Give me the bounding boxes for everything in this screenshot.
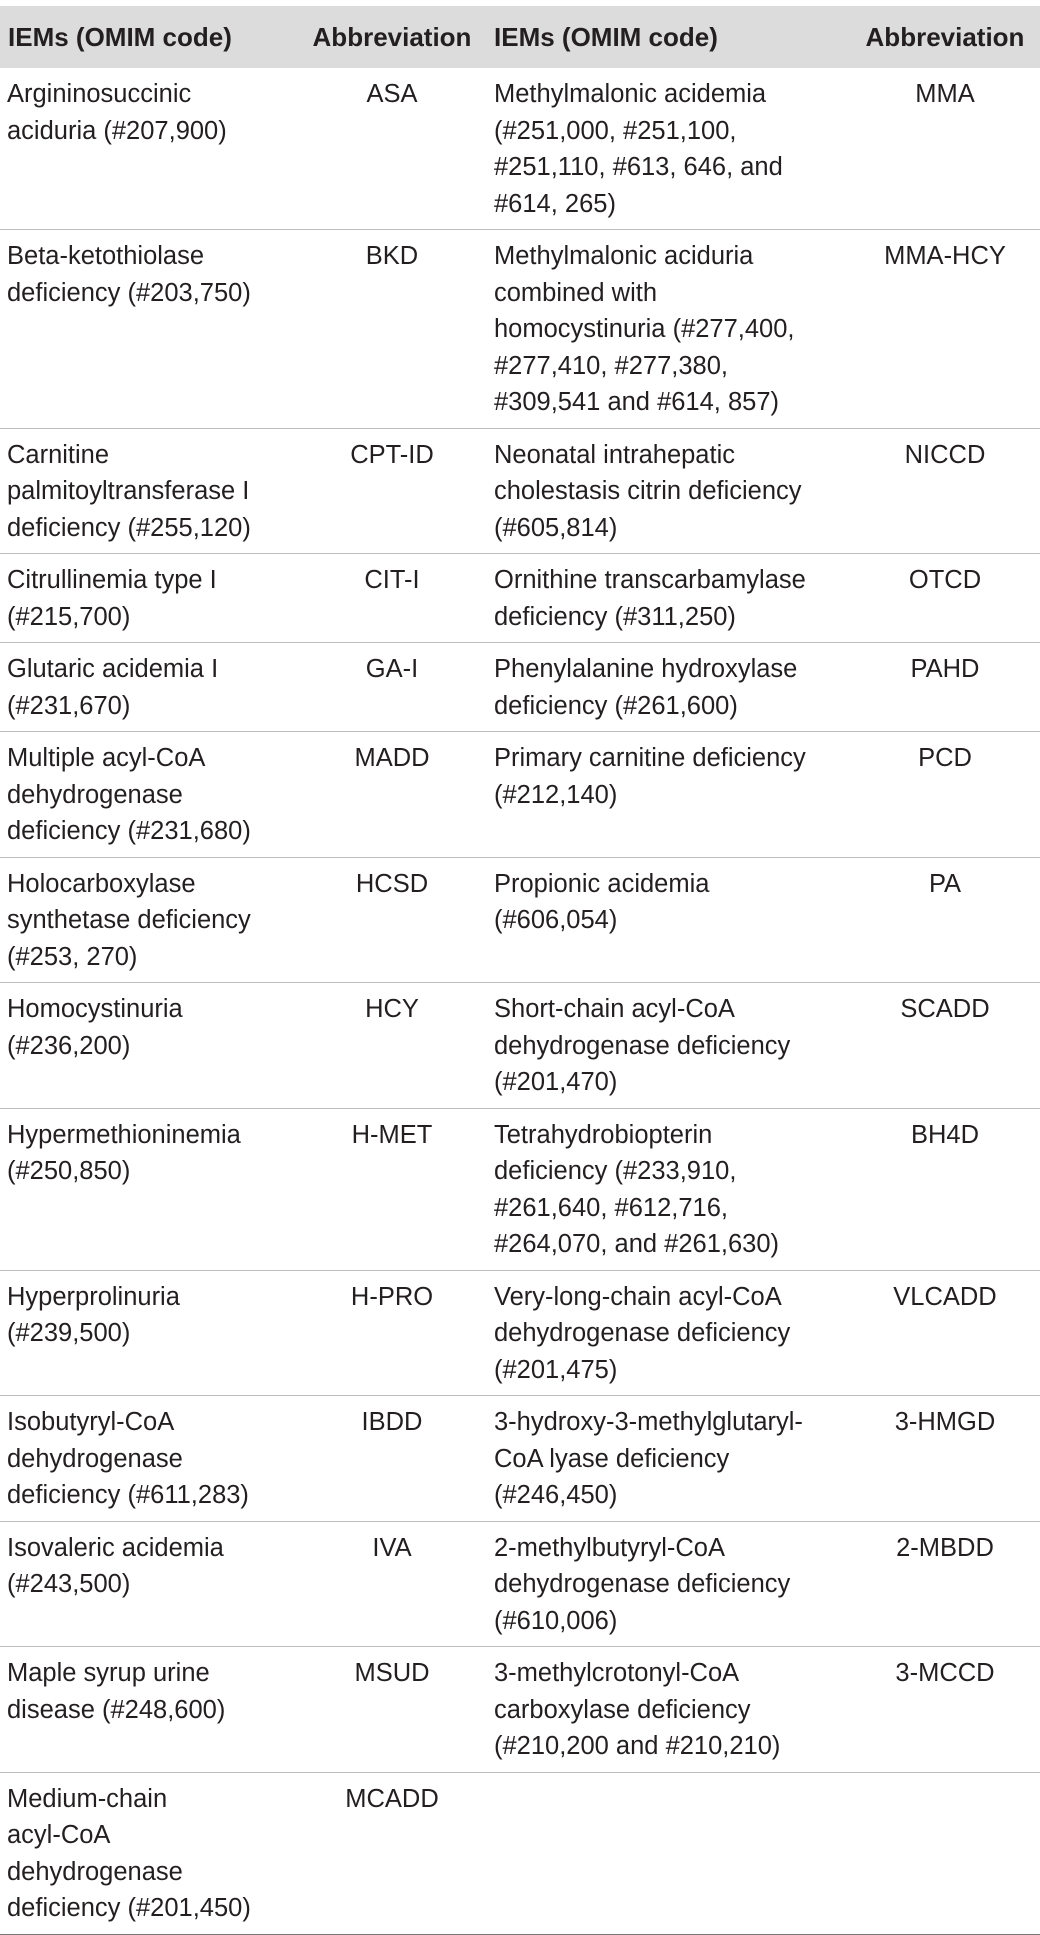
iem-name-line: Citrullinemia type I	[7, 566, 217, 594]
iem-name-line: (#246,450)	[494, 1481, 618, 1509]
iem-name-line: deficiency (#261,600)	[494, 691, 738, 720]
iem-name-right	[486, 554, 850, 643]
abbreviation-left: MCADD	[298, 1772, 486, 1934]
iem-name-line: (#605,814)	[494, 513, 618, 542]
iem-name-line: dehydrogenase deficiency	[494, 1031, 791, 1060]
iem-name-left	[0, 857, 298, 983]
iem-name-left	[0, 68, 298, 230]
iem-name-line: aciduria (#207,900)	[7, 116, 227, 145]
abbreviation-right	[850, 1772, 1040, 1934]
iem-name-line: dehydrogenase	[7, 1444, 183, 1473]
iem-name-right	[486, 732, 850, 858]
iem-name-line: Very-long-chain acyl-CoA	[494, 1282, 782, 1311]
header-iem-right: IEMs (OMIM code)	[494, 21, 718, 52]
iem-name-line: dehydrogenase	[7, 780, 183, 809]
iem-name-line: (#606,054)	[494, 906, 618, 934]
iem-name-line: deficiency (#233,910,	[494, 1157, 737, 1185]
abbreviation-right: MMA	[850, 68, 1040, 230]
iem-name-line: #251,110, #613, 646, and	[494, 153, 783, 181]
iem-name-line: Tetrahydrobiopterin	[494, 1120, 713, 1149]
iem-name-line: #261,640, #612,716,	[494, 1193, 728, 1222]
abbreviation-left: H-MET	[298, 1108, 486, 1270]
iem-name-left	[0, 1772, 298, 1934]
iem-name-line: combined with	[494, 278, 657, 307]
iem-name-left	[0, 643, 298, 732]
abbreviation-left: IBDD	[298, 1396, 486, 1522]
abbreviation-left: CIT-I	[298, 554, 486, 643]
abbreviation-left: IVA	[298, 1521, 486, 1647]
iem-name-line: dehydrogenase	[7, 1857, 183, 1886]
abbreviation-left: HCY	[298, 983, 486, 1109]
iem-name-line: Maple syrup urine	[7, 1659, 210, 1687]
table-row	[0, 1647, 1040, 1773]
iem-name-left	[0, 554, 298, 643]
header-abbreviation-left: Abbreviation	[312, 21, 472, 52]
iem-name-line: (#253, 270)	[7, 942, 138, 971]
table-row	[0, 554, 1040, 643]
iem-name-line: (#610,006)	[494, 1606, 618, 1635]
table-row	[0, 732, 1040, 858]
abbreviation-right: PAHD	[850, 643, 1040, 732]
iem-name-left	[0, 1521, 298, 1647]
iem-name-line: Medium-chain	[7, 1784, 168, 1813]
iem-name-line: Isobutyryl-CoA	[7, 1408, 175, 1436]
table-row	[0, 1772, 1040, 1934]
iem-name-right	[486, 428, 850, 554]
iem-name-line: cholestasis citrin deficiency	[494, 477, 802, 505]
abbreviation-left: GA-I	[298, 643, 486, 732]
iem-name-left	[0, 1270, 298, 1396]
iem-name-left	[0, 230, 298, 429]
iem-name-line: Isovaleric acidemia	[7, 1533, 224, 1562]
iem-name-line: palmitoyltransferase I	[7, 477, 250, 505]
table-row	[0, 1521, 1040, 1647]
iem-name-line: (#239,500)	[7, 1319, 131, 1347]
iem-name-left	[0, 1396, 298, 1522]
iem-name-right	[486, 643, 850, 732]
abbreviation-left: HCSD	[298, 857, 486, 983]
header-row	[0, 6, 1040, 68]
abbreviation-right: MMA-HCY	[850, 230, 1040, 429]
iem-name-line: Beta-ketothiolase	[7, 242, 205, 270]
abbreviation-left: CPT-ID	[298, 428, 486, 554]
iem-name-line: #277,410, #277,380,	[494, 351, 728, 380]
abbreviation-left: H-PRO	[298, 1270, 486, 1396]
iem-name-line: acyl-CoA	[7, 1821, 111, 1849]
iem-name-right	[486, 1108, 850, 1270]
iem-name-line: #309,541 and #614, 857)	[494, 388, 780, 416]
iem-name-line: Methylmalonic aciduria	[494, 242, 754, 270]
abbreviation-left: MADD	[298, 732, 486, 858]
abbreviation-right: PA	[850, 857, 1040, 983]
iem-name-left	[0, 983, 298, 1109]
table-row	[0, 643, 1040, 732]
abbreviation-right: NICCD	[850, 428, 1040, 554]
iem-name-line: Hyperprolinuria	[7, 1282, 180, 1311]
iem-name-line: (#236,200)	[7, 1031, 131, 1060]
iem-name-right	[486, 1396, 850, 1522]
iem-name-line: (#201,470)	[494, 1068, 618, 1096]
iem-name-line: (#251,000, #251,100,	[494, 116, 737, 145]
table-row	[0, 1108, 1040, 1270]
abbreviation-right: 3-MCCD	[850, 1647, 1040, 1773]
iem-name-right	[486, 230, 850, 429]
iem-name-line: Carnitine	[7, 440, 110, 469]
iem-name-line: Glutaric acidemia I	[7, 655, 219, 683]
iem-name-right	[486, 857, 850, 983]
iem-name-line: Short-chain acyl-CoA	[494, 995, 735, 1023]
iem-name-right	[486, 1647, 850, 1773]
table-body	[0, 68, 1040, 1934]
abbreviation-right: 2-MBDD	[850, 1521, 1040, 1647]
iem-name-line: Holocarboxylase	[7, 869, 196, 898]
iem-name-right	[486, 1521, 850, 1647]
iem-name-line: dehydrogenase deficiency	[494, 1319, 791, 1347]
table-row	[0, 1396, 1040, 1522]
iem-name-line: deficiency (#203,750)	[7, 278, 251, 307]
iem-name-line: 3-hydroxy-3-methylglutaryl-	[494, 1408, 803, 1436]
abbreviation-left: ASA	[298, 68, 486, 230]
iem-name-line: (#212,140)	[494, 780, 618, 809]
abbreviation-left: BKD	[298, 230, 486, 429]
iem-name-line: 3-methylcrotonyl-CoA	[494, 1659, 740, 1687]
iem-name-line: disease (#248,600)	[7, 1695, 226, 1724]
abbreviation-left: MSUD	[298, 1647, 486, 1773]
table-row	[0, 230, 1040, 429]
table-row	[0, 68, 1040, 230]
iem-name-line: Neonatal intrahepatic	[494, 440, 735, 469]
abbreviation-right: 3-HMGD	[850, 1396, 1040, 1522]
abbreviation-right: OTCD	[850, 554, 1040, 643]
table-row	[0, 983, 1040, 1109]
iem-name-line: deficiency (#201,450)	[7, 1894, 251, 1922]
iem-name-right	[486, 983, 850, 1109]
iem-name-line: homocystinuria (#277,400,	[494, 315, 795, 343]
iem-name-right	[486, 1772, 850, 1934]
iem-name-line: (#210,200 and #210,210)	[494, 1732, 781, 1760]
iem-name-line: Phenylalanine hydroxylase	[494, 655, 798, 683]
iem-name-left	[0, 732, 298, 858]
iem-name-line: Hypermethioninemia	[7, 1120, 241, 1149]
abbreviation-right: VLCADD	[850, 1270, 1040, 1396]
iem-name-line: #614, 265)	[494, 189, 616, 218]
iem-name-line: 2-methylbutyryl-CoA	[494, 1533, 725, 1562]
iem-name-line: Primary carnitine deficiency	[494, 744, 806, 772]
iem-name-line: Methylmalonic acidemia	[494, 80, 767, 108]
iem-name-right	[486, 68, 850, 230]
iem-name-line: deficiency (#255,120)	[7, 513, 251, 542]
table-row	[0, 428, 1040, 554]
iem-name-line: (#215,700)	[7, 602, 131, 631]
iem-name-line: deficiency (#311,250)	[494, 602, 736, 631]
header-iem-left: IEMs (OMIM code)	[8, 21, 232, 52]
iem-name-left	[0, 1647, 298, 1773]
iem-name-line: #264,070, and #261,630)	[494, 1230, 780, 1258]
table-row	[0, 1270, 1040, 1396]
iem-name-line: (#201,475)	[494, 1355, 618, 1384]
iem-name-left	[0, 1108, 298, 1270]
iem-name-left	[0, 428, 298, 554]
iem-name-line: Ornithine transcarbamylase	[494, 566, 806, 594]
iem-table	[0, 6, 1040, 1935]
iem-name-right	[486, 1270, 850, 1396]
iem-name-line: Argininosuccinic	[7, 80, 192, 108]
iem-name-line: Propionic acidemia	[494, 869, 710, 898]
iem-name-line: deficiency (#231,680)	[7, 817, 251, 845]
iem-name-line: deficiency (#611,283)	[7, 1481, 249, 1509]
iem-name-line: (#231,670)	[7, 691, 131, 720]
iem-name-line: CoA lyase deficiency	[494, 1444, 730, 1473]
iem-name-line: synthetase deficiency	[7, 906, 251, 934]
iem-name-line: Multiple acyl-CoA	[7, 744, 206, 772]
abbreviation-right: SCADD	[850, 983, 1040, 1109]
iem-name-line: dehydrogenase deficiency	[494, 1570, 791, 1598]
iem-name-line: Homocystinuria	[7, 995, 183, 1023]
iem-name-line: (#243,500)	[7, 1570, 131, 1598]
abbreviation-right: BH4D	[850, 1108, 1040, 1270]
table-header	[0, 6, 1040, 68]
header-abbreviation-right: Abbreviation	[865, 21, 1025, 52]
abbreviation-right: PCD	[850, 732, 1040, 858]
iem-name-line: carboxylase deficiency	[494, 1695, 751, 1724]
iem-name-line: (#250,850)	[7, 1157, 131, 1185]
table-row	[0, 857, 1040, 983]
